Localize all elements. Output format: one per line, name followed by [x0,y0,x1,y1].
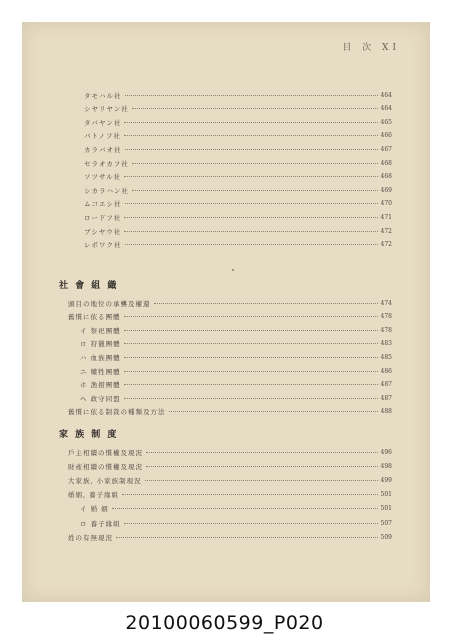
toc-entry-label: ハ 血族團體 [80,353,121,362]
toc-entry-page: 483 [380,340,392,348]
toc-entry-page: 486 [380,367,392,375]
toc-entry [80,352,392,362]
dot-leader [169,411,378,412]
toc-entry-page: 468 [380,173,392,181]
dot-leader [146,452,378,453]
dot-leader [124,135,378,136]
toc-entry-page: 469 [380,186,392,194]
image-caption: 20100060599_P020 [125,612,324,634]
toc-entry-page: 474 [380,299,392,307]
toc-entry [68,447,392,457]
toc-entry-page: 472 [380,227,392,235]
toc-entry [84,212,392,222]
toc-entry-page: 499 [380,476,392,484]
toc-entry-label: 頭目の地位の承襲及權還 [68,299,151,308]
section-title-social-organization: 社 會 組 織 [59,281,119,291]
toc-entry-page: 488 [380,408,392,416]
table-of-contents [22,22,430,602]
dot-leader [124,330,378,331]
dot-leader [132,108,378,109]
dot-leader [122,494,377,495]
toc-entry-label: ロ 狩獵團體 [80,340,121,349]
toc-entry-label: 婚姻, 養子緣組 [68,491,120,500]
toc-entry-label: ソツサル社 [84,173,122,182]
toc-entry-label: シヤリヤン社 [84,105,129,114]
toc-entry-page: 501 [380,505,392,513]
dot-leader [124,343,378,344]
toc-entry-page: 478 [380,313,392,321]
toc-entry-page: 501 [380,491,392,499]
toc-entry-label: レボワク社 [84,241,122,250]
toc-entry [80,393,392,403]
document-page [22,22,430,602]
toc-entry [84,172,392,182]
dot-leader [124,217,377,218]
toc-entry-label: ホ 漁撈團體 [80,381,121,390]
toc-entry-label: ニ 犧牲團體 [80,367,121,376]
toc-entry [68,475,392,485]
toc-entry-label: セラオカフ社 [84,159,129,168]
toc-entry [80,504,392,514]
toc-entry [68,461,392,471]
toc-entry [80,380,392,390]
dot-leader [124,231,377,232]
toc-entry [84,199,392,209]
toc-entry-label: カラバオ社 [84,145,122,154]
toc-entry-label: ロ 養子緣組 [80,519,121,528]
dot-leader [125,203,378,204]
dot-leader [112,508,378,509]
dot-leader [124,316,378,317]
paper-speck [232,269,234,271]
toc-entry-page: 468 [380,159,392,167]
dot-leader [154,303,378,304]
toc-entry-label: ブシヤウ社 [84,227,122,236]
toc-entry-label: イ 婚 姻 [80,505,109,514]
dot-leader [116,537,378,538]
toc-entry [84,131,392,141]
toc-entry [84,240,392,250]
dot-leader [124,176,377,177]
toc-entry-page: 509 [380,533,392,541]
toc-entry-label: 戶主相續の慣權及現況 [68,448,143,457]
toc-entry [68,532,392,542]
toc-entry-page: 487 [380,381,392,389]
toc-entry-page: 471 [380,213,392,221]
toc-entry [68,312,392,322]
toc-entry [80,366,392,376]
toc-entry-label: バトノフ社 [84,132,121,141]
toc-entry [68,407,392,417]
dot-leader [132,163,378,164]
toc-entry-label: 姓の有無現況 [68,533,113,542]
dot-leader [124,523,378,524]
section-title-family-system: 家 族 制 度 [59,430,119,440]
dot-leader [145,480,378,481]
toc-entry-label: 財產相續の慣權及現況 [68,462,143,471]
toc-entry-label: ムコエシ社 [84,200,122,209]
toc-entry-label: シカラハン社 [84,186,129,195]
toc-entry [84,158,392,168]
dot-leader [146,466,378,467]
toc-entry-label: ヘ 政守同盟 [80,394,121,403]
toc-entry-page: 464 [380,91,392,99]
dot-leader [124,398,378,399]
toc-entry [84,104,392,114]
toc-entry [68,490,392,500]
toc-entry-page: 466 [380,132,392,140]
toc-entry [84,144,392,154]
toc-entry [80,339,392,349]
toc-entry-page: 478 [380,326,392,334]
toc-entry-page: 485 [380,353,392,361]
toc-entry-page: 498 [380,462,392,470]
toc-entry [68,298,392,308]
toc-entry [80,325,392,335]
toc-entry-page: 507 [380,519,392,527]
toc-entry-page: 496 [380,448,392,456]
toc-entry-page: 472 [380,241,392,249]
dot-leader [125,95,378,96]
toc-entry [84,226,392,236]
dot-leader [124,357,378,358]
toc-entry [84,117,392,127]
toc-entry-page: 467 [380,145,392,153]
dot-leader [124,122,377,123]
toc-entry [80,518,392,528]
toc-entry-label: タバヤン社 [84,118,122,127]
toc-entry-page: 470 [380,200,392,208]
toc-entry-page: 464 [380,105,392,113]
dot-leader [125,149,378,150]
toc-entry-label: 舊慣に依る制裁の種類及方法 [68,408,166,417]
toc-entry-label: イ 祭祀團體 [80,326,121,335]
toc-entry-label: タモハル社 [84,91,122,100]
toc-entry-page: 487 [380,394,392,402]
dot-leader [125,244,378,245]
toc-entry [84,90,392,100]
toc-entry-label: 大家族, 小家族制現況 [68,476,142,485]
page-header: 目 次 XI [342,43,400,53]
dot-leader [124,371,378,372]
toc-entry-label: 舊慣に依る團體 [68,313,121,322]
toc-entry-page: 465 [380,118,392,126]
dot-leader [132,190,378,191]
toc-entry [84,185,392,195]
dot-leader [124,384,378,385]
toc-entry-label: ロードフ社 [84,213,122,222]
